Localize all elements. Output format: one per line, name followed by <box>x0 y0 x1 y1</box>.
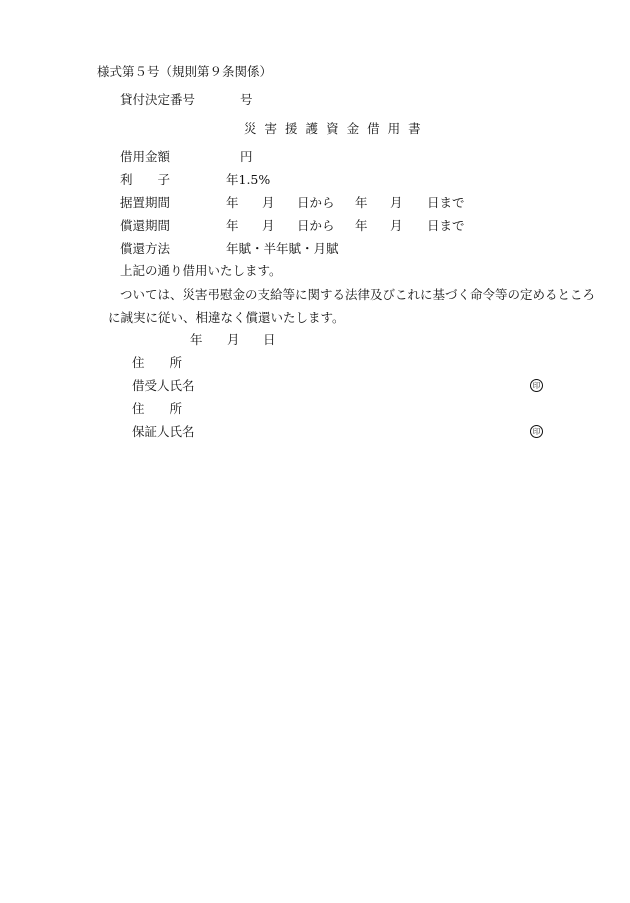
grace-month2: 月 <box>390 195 403 210</box>
repay-month2: 月 <box>390 218 403 233</box>
interest-label: 利 子 <box>120 172 171 187</box>
title-char: 害 <box>264 121 278 136</box>
interest-value: 年1.5% <box>226 172 271 187</box>
loan-decision-number-suffix: 号 <box>240 92 253 107</box>
repay-period-label: 償還期間 <box>120 218 171 233</box>
loan-decision-number-label: 貸付決定番号 <box>120 92 196 107</box>
guarantor-seal-mark: 印 <box>530 425 543 438</box>
title-char: 護 <box>305 121 319 136</box>
borrower-name-label: 借受人氏名 <box>132 378 195 393</box>
date-day: 日 <box>263 332 276 347</box>
title-char: 書 <box>408 121 421 136</box>
statement-borrow: 上記の通り借用いたします。 <box>120 263 282 278</box>
title-char: 災 <box>244 121 257 136</box>
grace-until: 日まで <box>427 195 465 210</box>
grace-from: 日から <box>297 195 335 210</box>
repay-method-value: 年賦・半年賦・月賦 <box>226 241 339 256</box>
repay-month: 月 <box>262 218 275 233</box>
amount-value: 円 <box>240 149 253 164</box>
grace-year: 年 <box>226 195 239 210</box>
document-title <box>244 121 429 137</box>
guarantor-name-label: 保証人氏名 <box>132 424 195 439</box>
title-char: 金 <box>346 121 360 136</box>
amount-label: 借用金額 <box>120 149 171 164</box>
date-month: 月 <box>227 332 240 347</box>
grace-month: 月 <box>262 195 275 210</box>
grace-year2: 年 <box>355 195 368 210</box>
repay-until: 日まで <box>427 218 465 233</box>
title-char: 用 <box>387 121 401 136</box>
date-year: 年 <box>190 332 203 347</box>
grace-label: 据置期間 <box>120 195 171 210</box>
statement-comply-line1: ついては、災害弔慰金の支給等に関する法律及びこれに基づく命令等の定めるところ <box>120 287 596 302</box>
form-label: 様式第５号（規則第９条関係） <box>97 64 273 79</box>
borrower-address-label: 住 所 <box>132 355 183 370</box>
title-char: 資 <box>326 121 339 136</box>
borrower-seal-mark: 印 <box>530 379 543 392</box>
repay-year: 年 <box>226 218 239 233</box>
repay-method-label: 償還方法 <box>120 241 171 256</box>
title-char: 援 <box>285 121 298 136</box>
guarantor-address-label: 住 所 <box>132 401 183 416</box>
repay-year2: 年 <box>355 218 368 233</box>
repay-from: 日から <box>297 218 335 233</box>
title-char: 借 <box>367 121 380 136</box>
statement-comply-line2: に誠実に従い、相違なく償還いたします。 <box>108 310 345 325</box>
